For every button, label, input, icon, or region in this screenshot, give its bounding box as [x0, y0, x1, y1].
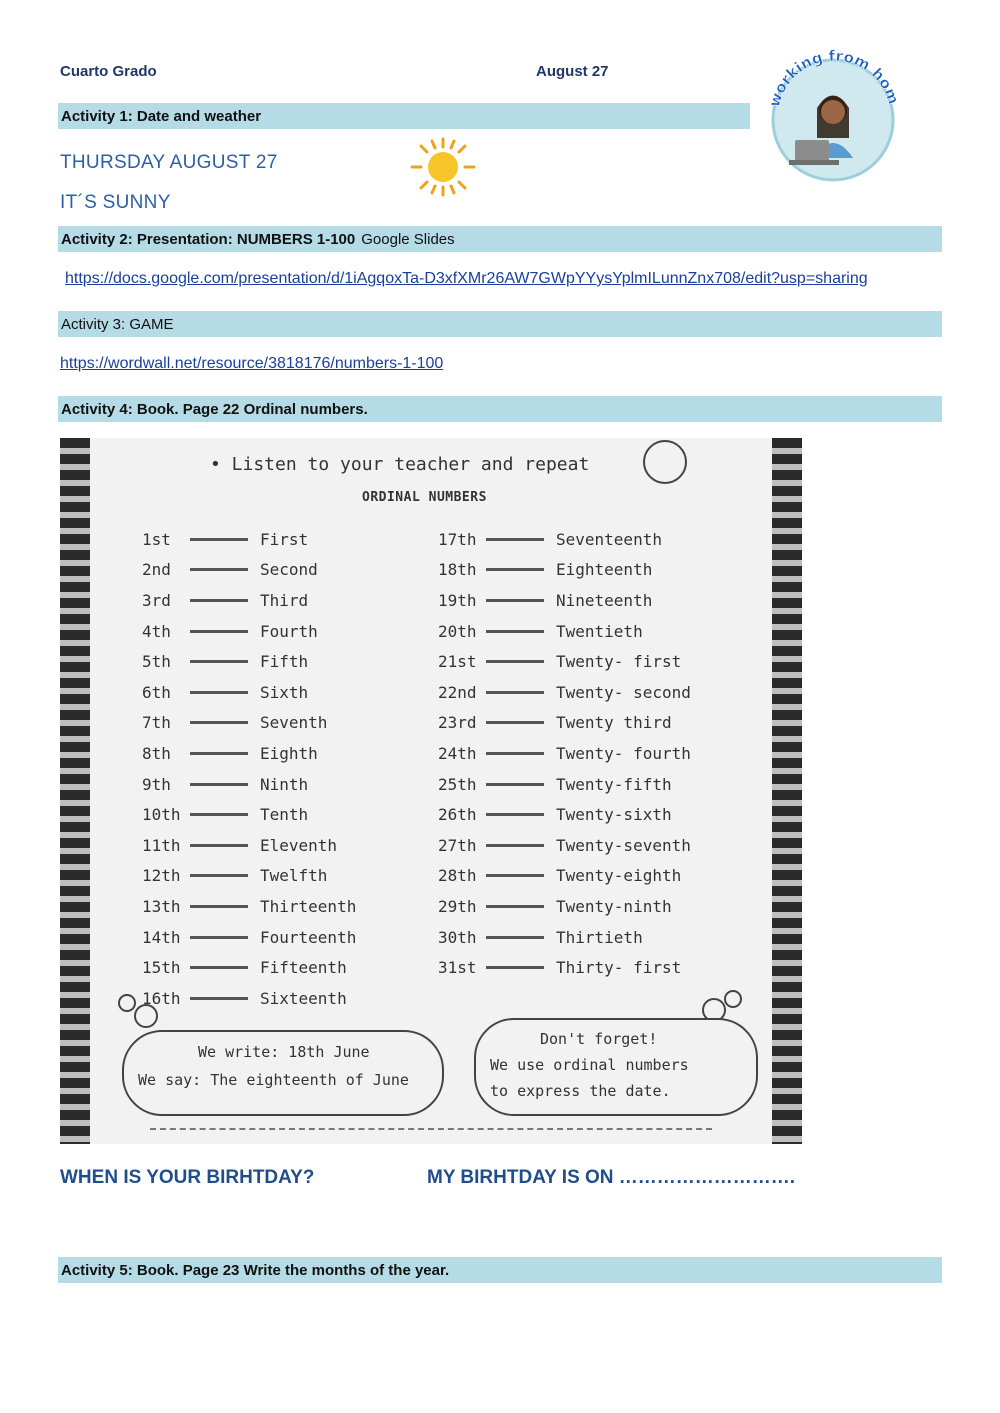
ordinal-row — [142, 922, 356, 953]
page-dashed-line — [150, 1128, 712, 1130]
ordinal-row — [142, 524, 356, 555]
ordinal-dash — [486, 630, 544, 633]
ordinal-word: Twenty-ninth — [556, 896, 672, 916]
ordinal-word: Thirtieth — [556, 927, 643, 947]
ordinal-number: 4th — [142, 621, 171, 641]
ordinal-word: Twelfth — [260, 866, 328, 886]
ordinal-dash — [190, 936, 248, 939]
ordinal-number: 7th — [142, 713, 171, 733]
ordinal-number: 30th — [438, 927, 477, 947]
wordwall-link[interactable]: https://wordwall.net/resource/3818176/numbers-1-100 — [60, 355, 444, 372]
ordinal-word: Twenty- first — [556, 652, 682, 672]
ordinal-word: Twenty-fifth — [556, 774, 672, 794]
ordinal-word: Fourth — [260, 621, 318, 641]
ordinal-dash — [190, 752, 248, 755]
ordinal-dash — [486, 752, 544, 755]
activity2-bar — [58, 226, 942, 252]
ordinal-number: 6th — [142, 682, 171, 702]
ordinal-row — [438, 708, 691, 739]
ordinal-dash — [486, 568, 544, 571]
bubble-decoration — [134, 1004, 158, 1028]
ordinal-word: Thirty- first — [556, 958, 682, 978]
activity3-label: Activity 3: GAME — [61, 315, 174, 333]
bubble-decoration — [118, 994, 136, 1012]
activity1-label: Activity 1: Date and weather — [61, 107, 262, 125]
ordinal-dash — [486, 874, 544, 877]
ordinal-number: 23rd — [438, 713, 477, 733]
ordinal-row — [438, 922, 691, 953]
birthday-question: WHEN IS YOUR BIRHTDAY? — [60, 1167, 315, 1188]
ordinal-row — [438, 952, 691, 983]
date-label: August 27 — [536, 63, 609, 80]
book-page-image — [60, 438, 802, 1144]
ordinal-row — [438, 891, 691, 922]
ordinal-row — [142, 861, 356, 892]
ordinal-word: Eighteenth — [556, 560, 653, 580]
ordinal-row — [438, 646, 691, 677]
ordinal-word: Eleventh — [260, 835, 338, 855]
ordinal-number: 29th — [438, 896, 477, 916]
ordinal-word: Second — [260, 560, 318, 580]
birthday-answer: MY BIRHTDAY IS ON ………………………. — [427, 1167, 796, 1188]
ordinal-number: 24th — [438, 743, 477, 763]
ordinal-dash — [190, 630, 248, 633]
ordinal-number: 22nd — [438, 682, 477, 702]
ordinal-number: 15th — [142, 958, 181, 978]
activity4-bar — [58, 396, 942, 422]
ordinal-row — [142, 708, 356, 739]
ordinal-row — [142, 677, 356, 708]
ordinal-word: First — [260, 529, 309, 549]
ordinal-row — [438, 677, 691, 708]
ordinal-dash — [486, 936, 544, 939]
weather-text: IT´S SUNNY — [60, 192, 171, 213]
ordinal-number: 21st — [438, 652, 477, 672]
ordinal-number: 3rd — [142, 590, 171, 610]
ordinal-row — [438, 585, 691, 616]
activity2-label: Activity 2: Presentation: NUMBERS 1-100 — [61, 230, 356, 248]
ordinal-dash — [486, 905, 544, 908]
ordinal-number: 9th — [142, 774, 171, 794]
ordinal-word: Eighth — [260, 743, 318, 763]
ordinal-dash — [190, 874, 248, 877]
ordinal-row — [438, 555, 691, 586]
ordinal-dash — [486, 538, 544, 541]
note-line-3: to express the date. — [490, 1082, 671, 1100]
ordinal-column-left — [142, 524, 356, 1014]
ordinal-word: Ninth — [260, 774, 309, 794]
ordinal-word: Sixteenth — [260, 988, 347, 1008]
ordinal-dash — [190, 691, 248, 694]
ordinal-dash — [190, 997, 248, 1000]
sun-icon — [408, 137, 478, 197]
activity4-label: Activity 4: Book. Page 22 Ordinal numbers. — [61, 400, 368, 418]
ordinal-row — [438, 616, 691, 647]
ordinal-number: 19th — [438, 590, 477, 610]
ordinal-number: 20th — [438, 621, 477, 641]
ordinal-number: 13th — [142, 896, 181, 916]
bubble-decoration — [724, 990, 742, 1008]
activity5-bar — [58, 1257, 942, 1283]
ordinal-dash — [486, 721, 544, 724]
ordinal-word: Nineteenth — [556, 590, 653, 610]
ordinal-word: Twenty third — [556, 713, 672, 733]
ordinal-row — [438, 799, 691, 830]
ordinal-dash — [190, 813, 248, 816]
ordinal-row — [438, 769, 691, 800]
grade-label: Cuarto Grado — [60, 63, 157, 80]
ordinal-dash — [486, 599, 544, 602]
ordinal-number: 16th — [142, 988, 181, 1008]
ordinal-number: 10th — [142, 805, 181, 825]
ordinal-word: Twenty-sixth — [556, 805, 672, 825]
book-border-left — [60, 438, 90, 1144]
ordinal-word: Seventh — [260, 713, 328, 733]
ordinal-number: 11th — [142, 835, 181, 855]
ordinal-dash — [190, 568, 248, 571]
book-subtitle: ORDINAL NUMBERS — [362, 490, 487, 505]
ordinal-word: Twentieth — [556, 621, 643, 641]
ordinal-dash — [190, 660, 248, 663]
ordinal-number: 28th — [438, 866, 477, 886]
ordinal-word: Seventeenth — [556, 529, 662, 549]
ordinal-word: Fifteenth — [260, 958, 347, 978]
activity3-bar — [58, 311, 942, 337]
ordinal-dash — [486, 844, 544, 847]
ordinal-column-right — [438, 524, 691, 983]
ordinal-number: 14th — [142, 927, 181, 947]
activity2-label-extra: Google Slides — [361, 230, 455, 248]
ordinal-word: Thirteenth — [260, 896, 357, 916]
activity5-label: Activity 5: Book. Page 23 Write the months of the year. — [61, 1261, 450, 1279]
ordinal-number: 27th — [438, 835, 477, 855]
ordinal-row — [142, 769, 356, 800]
ordinal-number: 25th — [438, 774, 477, 794]
note-dont-forget: Don't forget! — [540, 1030, 658, 1048]
note-line-2: We use ordinal numbers — [490, 1056, 689, 1074]
ordinal-dash — [486, 813, 544, 816]
ordinal-row — [142, 799, 356, 830]
note-we-say: We say: The eighteenth of June — [138, 1071, 409, 1089]
ordinal-number: 8th — [142, 743, 171, 763]
ordinal-word: Tenth — [260, 805, 309, 825]
ordinal-row — [142, 616, 356, 647]
ordinal-dash — [486, 691, 544, 694]
ordinal-word: Sixth — [260, 682, 309, 702]
ordinal-word: Third — [260, 590, 309, 610]
ear-icon — [643, 440, 687, 484]
ordinal-number: 31st — [438, 958, 477, 978]
svg-text:working from home: working from ho — [765, 48, 896, 110]
ordinal-word: Twenty-eighth — [556, 866, 682, 886]
activity1-bar — [58, 103, 750, 129]
day-text: THURSDAY AUGUST 27 — [60, 152, 278, 173]
ordinal-number: 12th — [142, 866, 181, 886]
slides-link[interactable]: https://docs.google.com/presentation/d/1iAgqoxTa-D3xfXMr26AW7GWpYYysYplmILunnZnx708/edit?usp=sharing — [65, 270, 868, 287]
ordinal-number: 1st — [142, 529, 171, 549]
ordinal-row — [142, 891, 356, 922]
ordinal-number: 5th — [142, 652, 171, 672]
book-page-content — [90, 438, 772, 1144]
ordinal-dash — [190, 538, 248, 541]
working-from-home-logo — [765, 48, 900, 183]
ordinal-number: 18th — [438, 560, 477, 580]
ordinal-row — [142, 585, 356, 616]
ordinal-row — [142, 555, 356, 586]
ordinal-word: Twenty- second — [556, 682, 691, 702]
note-reminder-cloud — [474, 1018, 758, 1116]
ordinal-word: Twenty-seventh — [556, 835, 691, 855]
book-instruction: • Listen to your teacher and repeat — [210, 454, 590, 475]
book-border-right — [772, 438, 802, 1144]
ordinal-row — [438, 524, 691, 555]
note-date-cloud — [122, 1030, 444, 1116]
ordinal-dash — [190, 599, 248, 602]
ordinal-row — [438, 861, 691, 892]
ordinal-word: Twenty- fourth — [556, 743, 691, 763]
ordinal-row — [142, 738, 356, 769]
ordinal-row — [142, 983, 356, 1014]
ordinal-word: Fourteenth — [260, 927, 357, 947]
note-we-write: We write: 18th June — [198, 1043, 370, 1061]
ordinal-dash — [190, 721, 248, 724]
ordinal-row — [142, 952, 356, 983]
ordinal-row — [438, 738, 691, 769]
ordinal-dash — [486, 966, 544, 969]
ordinal-row — [142, 646, 356, 677]
ordinal-dash — [190, 905, 248, 908]
ordinal-row — [438, 830, 691, 861]
ordinal-dash — [190, 966, 248, 969]
ordinal-word: Fifth — [260, 652, 309, 672]
ordinal-dash — [486, 660, 544, 663]
ordinal-row — [142, 830, 356, 861]
ordinal-dash — [190, 844, 248, 847]
ordinal-number: 17th — [438, 529, 477, 549]
ordinal-dash — [190, 783, 248, 786]
ordinal-dash — [486, 783, 544, 786]
ordinal-number: 2nd — [142, 560, 171, 580]
ordinal-number: 26th — [438, 805, 477, 825]
